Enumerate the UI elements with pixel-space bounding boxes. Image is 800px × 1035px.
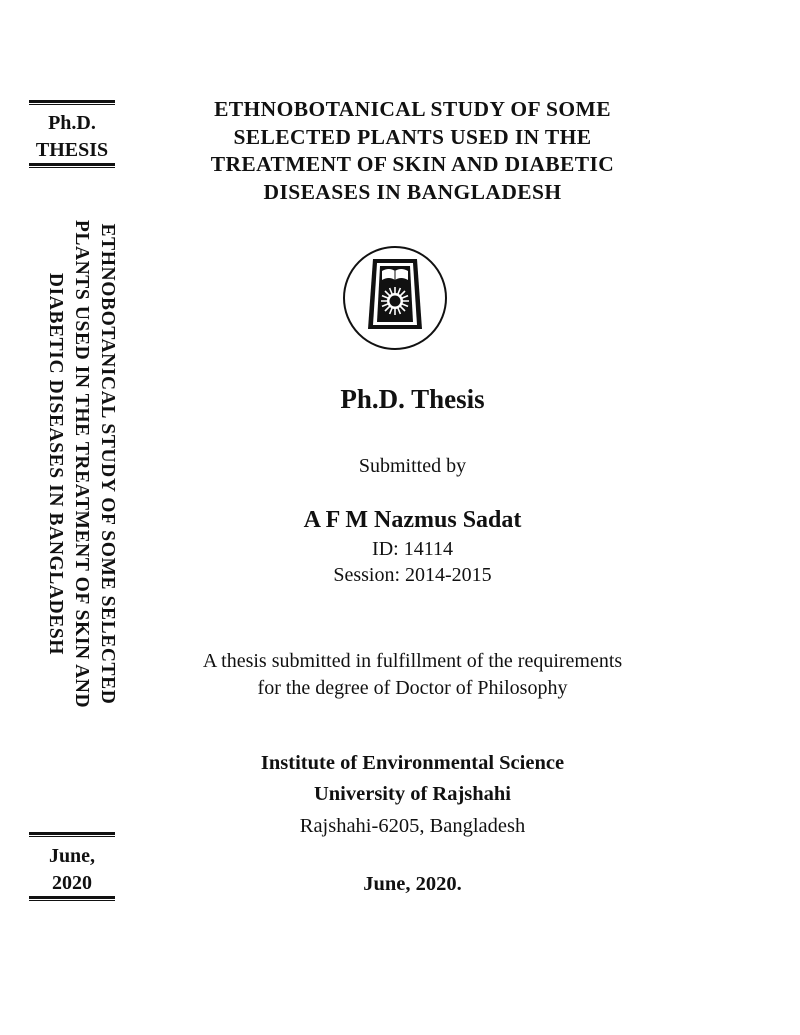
spine-degree-line: THESIS (35, 139, 109, 161)
degree-statement (120, 648, 705, 702)
spine-date-line: 2020 (52, 872, 92, 894)
cover-title-line: ETHNOBOTANICAL STUDY OF SOME (214, 97, 611, 121)
degree-statement-line: for the degree of Doctor of Philosophy (257, 677, 568, 699)
spine-degree-label (22, 110, 122, 164)
university-name: University of Rajshahi (313, 783, 512, 805)
submitted-by-label: Submitted by (358, 455, 467, 477)
university-address: Rajshahi-6205, Bangladesh (299, 815, 526, 837)
thesis-type: Ph.D. Thesis (340, 384, 485, 414)
spine-top-rule-lower (29, 163, 115, 168)
spine-title-line: DIABETIC DISEASES IN BANGLADESH (45, 272, 66, 656)
spine-date (22, 843, 122, 897)
spine-bottom-rule-lower (29, 896, 115, 901)
spine-degree-line: Ph.D. (48, 112, 96, 134)
spine-bottom-rule (29, 832, 115, 837)
institute-name: Institute of Environmental Science (260, 752, 565, 774)
spine-top-rule (29, 100, 115, 105)
cover-title-line: DISEASES IN BANGLADESH (263, 179, 562, 204)
cover-title-line: TREATMENT OF SKIN AND DIABETIC (210, 152, 615, 176)
author-name: A F M Nazmus Sadat (303, 507, 522, 533)
spine-title-line: PLANTS USED IN THE TREATMENT OF SKIN AND (71, 219, 92, 709)
university-seal-icon (342, 245, 448, 351)
cover-date: June, 2020. (363, 873, 462, 895)
cover-title (150, 96, 675, 206)
degree-statement-line: A thesis submitted in fulfillment of the requirements (202, 650, 623, 672)
session: Session: 2014-2015 (333, 564, 492, 586)
cover-title-line: SELECTED PLANTS USED IN THE (233, 124, 592, 149)
spine-date-line: June, (48, 845, 96, 867)
spine-title (24, 202, 120, 727)
spine-title-line: ETHNOBOTANICAL STUDY OF SOME SELECTED (97, 223, 118, 705)
student-id: ID: 14114 (372, 538, 453, 560)
